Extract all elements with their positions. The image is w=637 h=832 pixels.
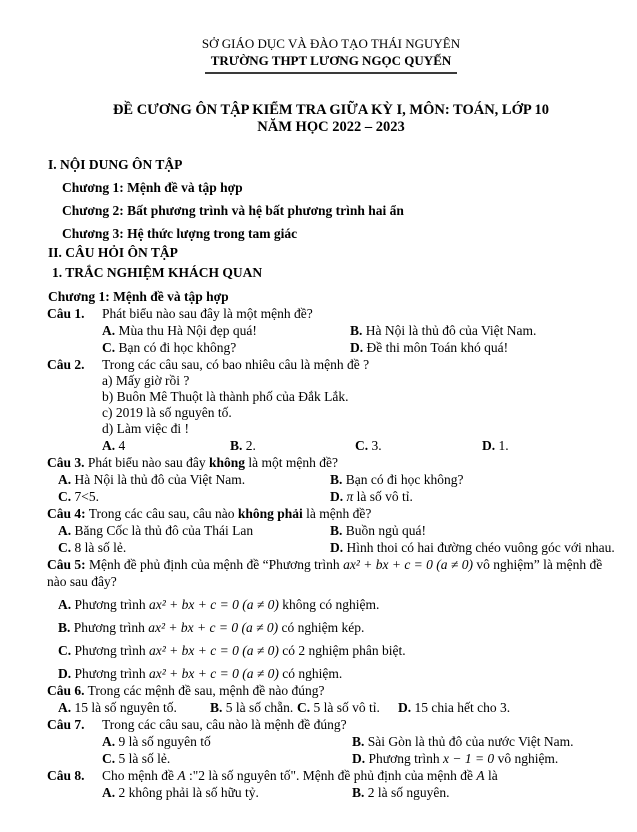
letterhead: [47, 36, 615, 74]
option-d: [352, 750, 615, 767]
statement-item-c: c) 2019 là số nguyên tố.: [102, 405, 232, 420]
statement-item-b: b) Buôn Mê Thuột là thành phố của Đắk Lắk.: [102, 389, 349, 404]
option-a: [58, 522, 330, 539]
option-text: Hà Nội là thủ đô của Việt Nam.: [365, 323, 537, 338]
question-7: [47, 716, 615, 767]
option-b: [230, 437, 355, 454]
option-a: [102, 733, 352, 750]
option-text: Hà Nội là thủ đô của Việt Nam.: [74, 472, 246, 487]
option-text: 1.: [498, 438, 509, 453]
option-label: B.: [330, 472, 343, 487]
option-text: Buồn ngủ quá!: [345, 523, 427, 538]
option-label: B.: [210, 700, 223, 715]
math-expression: ax² + bx + c = 0 (a ≠ 0): [148, 666, 279, 681]
math-expression: A: [177, 768, 186, 783]
department-name: SỞ GIÁO DỤC VÀ ĐÀO TẠO THÁI NGUYÊN: [201, 36, 461, 51]
question-2: [47, 356, 615, 454]
option-text: 7<5.: [74, 489, 99, 504]
question-3-stem: [47, 454, 615, 471]
option-text: có nghiệm.: [278, 666, 343, 681]
option-label: D.: [352, 751, 366, 766]
document-title: [47, 102, 615, 136]
question-text-part: là: [484, 768, 498, 783]
option-text: 15 là số nguyên tố.: [74, 700, 177, 715]
question-text: vô nghiệm” là mệnh đề nào sau đây?: [47, 557, 603, 589]
math-expression: ax² + bx + c = 0 (a ≠ 0): [148, 620, 279, 635]
option-text: Mùa thu Hà Nội đẹp quá!: [118, 323, 257, 338]
multiple-choice-heading: 1. TRẮC NGHIỆM KHÁCH QUAN: [52, 265, 263, 280]
option-text: là số vô tỉ.: [353, 489, 413, 504]
options-row: [58, 522, 615, 539]
option-text: Bạn có đi học không?: [345, 472, 464, 487]
question-label: Câu 3.: [47, 455, 85, 470]
option-text: 5 là số chẵn.: [225, 700, 294, 715]
option-a: [102, 322, 350, 339]
question-8: [47, 767, 615, 801]
chapter-1-section-heading: Chương 1: Mệnh đề và tập hợp: [48, 289, 229, 304]
option-label: D.: [398, 700, 412, 715]
option-label: A.: [58, 700, 72, 715]
option-text: có nghiệm kép.: [278, 620, 365, 635]
option-d: [330, 539, 615, 556]
options-row: [102, 733, 615, 750]
option-text: Sài Gòn là thủ đô của nước Việt Nam.: [367, 734, 574, 749]
question-6: [47, 682, 615, 716]
options-row: [102, 322, 615, 339]
option-label: C.: [58, 540, 72, 555]
chapter-item-3: Chương 3: Hệ thức lượng trong tam giác: [62, 226, 298, 241]
options-row: [102, 437, 615, 454]
option-label: D.: [330, 540, 344, 555]
question-4: [47, 505, 615, 556]
question-5: [47, 556, 615, 682]
math-expression: A: [476, 768, 485, 783]
option-d: [398, 699, 615, 716]
outline-heading: I. NỘI DUNG ÔN TẬP: [48, 157, 183, 172]
option-label: B.: [330, 523, 343, 538]
option-text: Phương trình: [73, 620, 149, 635]
question-5-stem: [47, 556, 615, 590]
question-4-stem: [47, 505, 615, 522]
option-label: A.: [102, 323, 116, 338]
question-label: Câu 1.: [47, 306, 85, 321]
statement-item-d: d) Làm việc đi !: [102, 421, 189, 436]
option-b: [58, 619, 615, 636]
option-text: 9 là số nguyên tố: [118, 734, 211, 749]
options-row: [58, 539, 615, 556]
option-b: [352, 733, 615, 750]
title-line-1: ĐỀ CƯƠNG ÔN TẬP KIỂM TRA GIỮA KỲ I, MÔN: TOÁN, LỚP 10: [112, 102, 550, 118]
option-c: [58, 488, 330, 505]
questions-heading: II. CÂU HỎI ÔN TẬP: [48, 245, 178, 260]
option-text: 8 là số lẻ.: [74, 540, 127, 555]
question-1-stem: [47, 305, 615, 322]
question-text: Trong các câu sau, câu nào là mệnh đề đúng?: [102, 717, 347, 732]
question-6-stem: [47, 682, 615, 699]
option-text: Phương trình: [74, 666, 149, 681]
option-a: [58, 596, 615, 613]
option-label: C.: [297, 700, 311, 715]
option-text: Phương trình: [74, 643, 149, 658]
option-text: Phương trình: [74, 597, 149, 612]
option-b: [330, 471, 615, 488]
question-text: là một mệnh đề?: [245, 455, 339, 470]
option-text: Phương trình: [368, 751, 443, 766]
question-text-emphasis: không phải: [237, 506, 303, 521]
option-label: C.: [355, 438, 369, 453]
option-text: 2.: [245, 438, 256, 453]
option-text: vô nghiệm.: [494, 751, 559, 766]
option-b: [350, 322, 615, 339]
math-expression: ax² + bx + c = 0 (a ≠ 0): [148, 643, 279, 658]
title-line-2: NĂM HỌC 2022 – 2023: [257, 119, 405, 135]
option-text: Băng Cốc là thủ đô của Thái Lan: [74, 523, 254, 538]
question-label: Câu 8.: [47, 768, 85, 783]
option-c: [58, 642, 615, 659]
question-text: Trong các câu sau, có bao nhiêu câu là mệnh đề ?: [102, 357, 370, 372]
chapter-item-1: Chương 1: Mệnh đề và tập hợp: [62, 180, 243, 195]
question-text-emphasis: không: [209, 455, 246, 470]
option-text: không có nghiệm.: [278, 597, 380, 612]
options-row: [102, 750, 615, 767]
statement-list: [102, 373, 615, 437]
option-a: [58, 699, 210, 716]
math-expression: ax² + bx + c = 0 (a ≠ 0): [343, 557, 473, 572]
option-label: C.: [58, 489, 72, 504]
option-label: C.: [102, 751, 116, 766]
question-text: [102, 767, 615, 784]
option-label: A.: [102, 785, 116, 800]
options-row: [58, 488, 615, 505]
option-label: A.: [102, 438, 116, 453]
option-text: Hình thoi có hai đường chéo vuông góc với nhau.: [346, 540, 615, 555]
math-expression: π: [346, 489, 354, 504]
school-name: TRƯỜNG THPT LƯƠNG NGỌC QUYẾN: [205, 52, 458, 74]
option-label: A.: [102, 734, 116, 749]
math-expression: x − 1 = 0: [442, 751, 495, 766]
options-row: [58, 471, 615, 488]
option-text: Bạn có đi học không?: [118, 340, 237, 355]
question-3: [47, 454, 615, 505]
option-label: C.: [58, 643, 72, 658]
option-b: [330, 522, 615, 539]
option-text: 2 là số nguyên.: [367, 785, 450, 800]
option-c: [102, 339, 350, 356]
option-text: 4: [118, 438, 126, 453]
option-text: Đề thi môn Toán khó quá!: [366, 340, 509, 355]
question-label: Câu 7.: [47, 717, 85, 732]
option-d: [58, 665, 615, 682]
option-text: 5 là số lẻ.: [118, 751, 171, 766]
chapter-item-2: Chương 2: Bất phương trình và hệ bất phương trình hai ẩn: [62, 203, 404, 218]
option-label: B.: [58, 620, 71, 635]
option-label: B.: [352, 734, 365, 749]
option-label: A.: [58, 597, 72, 612]
option-label: D.: [482, 438, 496, 453]
option-d: [350, 339, 615, 356]
question-label: Câu 2.: [47, 357, 85, 372]
question-label: Câu 6.: [47, 683, 85, 698]
option-text: 5 là số vô tỉ.: [313, 700, 380, 715]
option-c: [102, 750, 352, 767]
option-b: [352, 784, 615, 801]
question-8-stem: [47, 767, 615, 784]
question-7-stem: [47, 716, 615, 733]
question-text: Trong các câu sau, câu nào: [88, 506, 238, 521]
option-c: [58, 539, 330, 556]
question-text: Mệnh đề phủ định của mệnh đề “Phương trình: [89, 557, 344, 572]
question-text-part: Cho mệnh đề: [102, 768, 178, 783]
question-text: Phát biểu nào sau đây là một mệnh đề?: [102, 306, 313, 321]
option-a: [102, 437, 230, 454]
question-text: Trong các mệnh đề sau, mệnh đề nào đúng?: [87, 683, 325, 698]
math-expression: ax² + bx + c = 0 (a ≠ 0): [148, 597, 279, 612]
option-text: có 2 nghiệm phân biệt.: [278, 643, 406, 658]
option-label: A.: [58, 523, 72, 538]
option-text: 3.: [371, 438, 382, 453]
option-text: 2 không phải là số hữu tỷ.: [118, 785, 259, 800]
question-text: là mệnh đề?: [302, 506, 372, 521]
option-label: B.: [230, 438, 243, 453]
options-row: [102, 784, 615, 801]
question-text-part: :"2 là số nguyên tố". Mệnh đề phủ định của mệnh đề: [185, 768, 477, 783]
question-label: Câu 4:: [47, 506, 86, 521]
statement-item-a: a) Mấy giờ rồi ?: [102, 373, 190, 388]
option-label: C.: [102, 340, 116, 355]
option-label: B.: [350, 323, 363, 338]
option-c: [355, 437, 482, 454]
options-row: [58, 699, 615, 716]
option-d: [330, 488, 615, 505]
option-label: A.: [58, 472, 72, 487]
option-label: D.: [350, 340, 364, 355]
question-text: Phát biểu nào sau đây: [87, 455, 209, 470]
question-2-stem: [47, 356, 615, 373]
option-a: [102, 784, 352, 801]
options-row: [102, 339, 615, 356]
question-label: Câu 5:: [47, 557, 86, 572]
option-d: [482, 437, 615, 454]
option-label: B.: [352, 785, 365, 800]
option-text: 15 chia hết cho 3.: [414, 700, 511, 715]
option-b: [210, 699, 297, 716]
option-label: D.: [330, 489, 344, 504]
question-1: [47, 305, 615, 356]
option-c: [297, 699, 398, 716]
option-a: [58, 471, 330, 488]
option-label: D.: [58, 666, 72, 681]
